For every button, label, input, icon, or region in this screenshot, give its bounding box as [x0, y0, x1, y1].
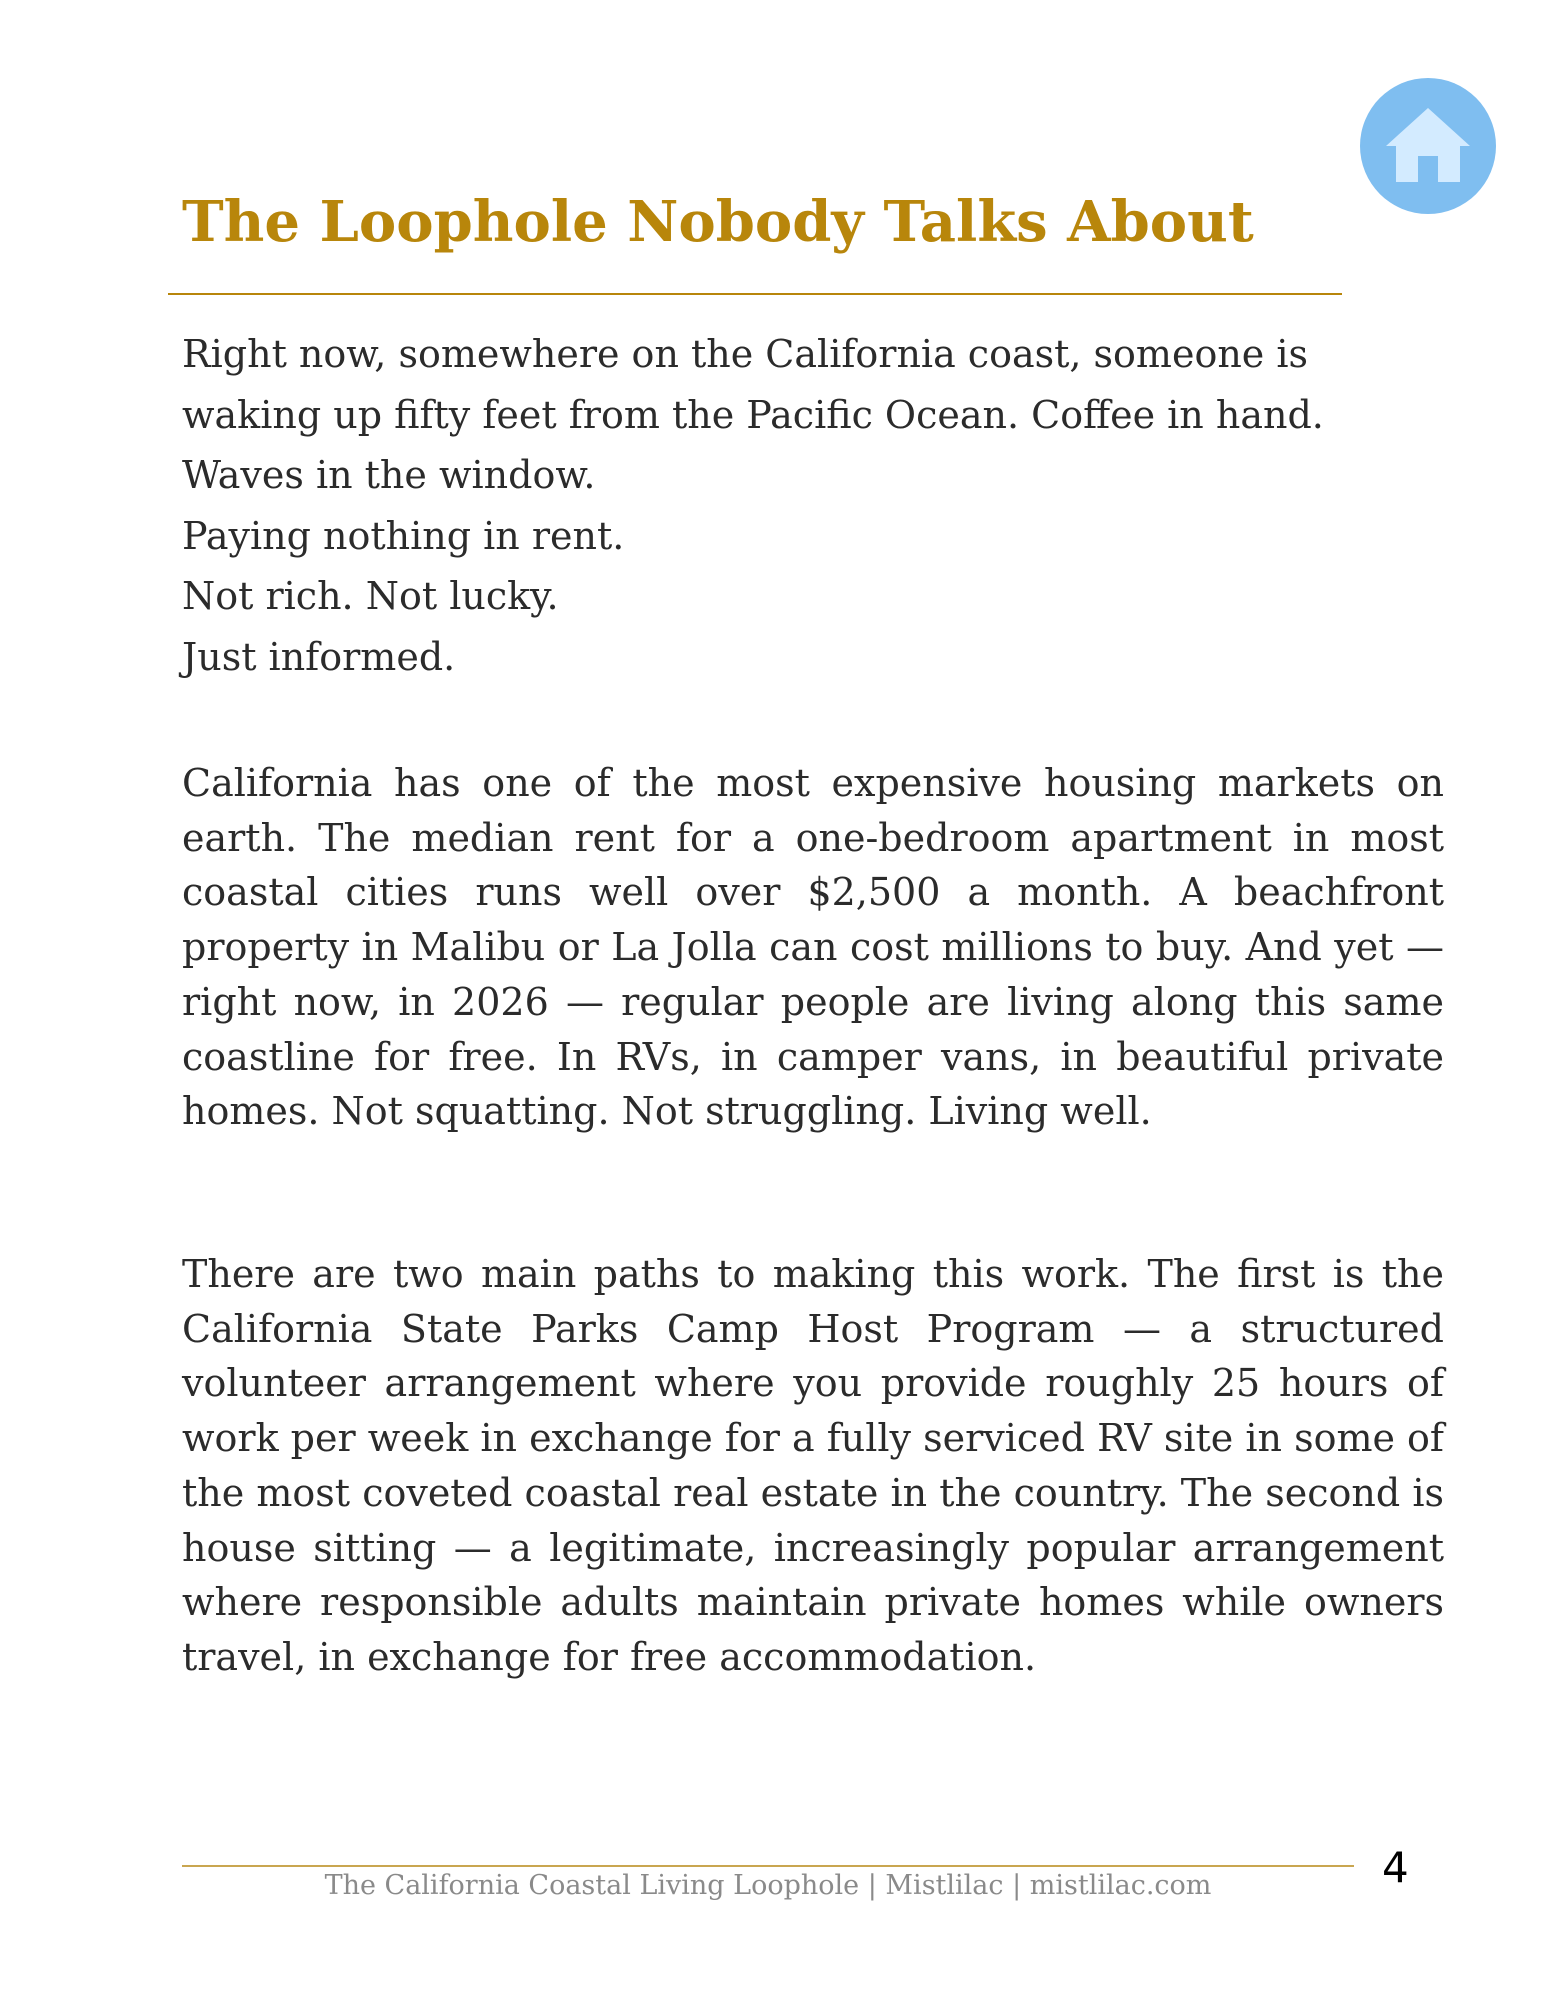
intro-block: [182, 324, 1444, 687]
home-button[interactable]: [1360, 78, 1496, 214]
footer-text: The California Coastal Living Loophole | Mistlilac | mistlilac.com: [324, 1870, 1212, 1901]
page-title: The Loophole Nobody Talks About: [182, 189, 1254, 255]
intro-line: Right now, somewhere on the California coast, someone is: [182, 332, 1309, 376]
body-paragraph: There are two main paths to making this work. The first is the California State Parks Camp Host Program — a structured volunteer arrangement where you provide roughly 25 hours of work per week in exchange for a fully serviced RV site in some of the most coveted coastal real estate in the country. The second is house sitting — a legitimate, increasingly popular arrangement where responsible adults maintain private homes while owners travel, in exchange for free accommodation.: [182, 1252, 1444, 1679]
intro-line: Waves in the window.: [182, 453, 596, 497]
intro-line: Not rich. Not lucky.: [182, 574, 559, 618]
title-divider: [168, 293, 1342, 295]
intro-line: Paying nothing in rent.: [182, 513, 625, 558]
body-paragraph: California has one of the most expensive housing markets on earth. The median rent for a one-bedroom apartment in most coastal cities runs well over $2,500 a month. A beachfront property in Malibu or La Jolla can cost millions to buy. And yet — right now, in 2026 — regular people are living along this same coastline for free. In RVs, in camper vans, in beautiful private homes. Not squatting. Not struggling. Living well.: [182, 761, 1444, 1134]
page-number: 4: [1382, 1843, 1409, 1892]
intro-line: waking up fifty feet from the Pacific Ocean. Coffee in hand.: [182, 392, 1324, 437]
home-icon: [1384, 106, 1472, 186]
intro-line: Just informed.: [182, 634, 456, 679]
